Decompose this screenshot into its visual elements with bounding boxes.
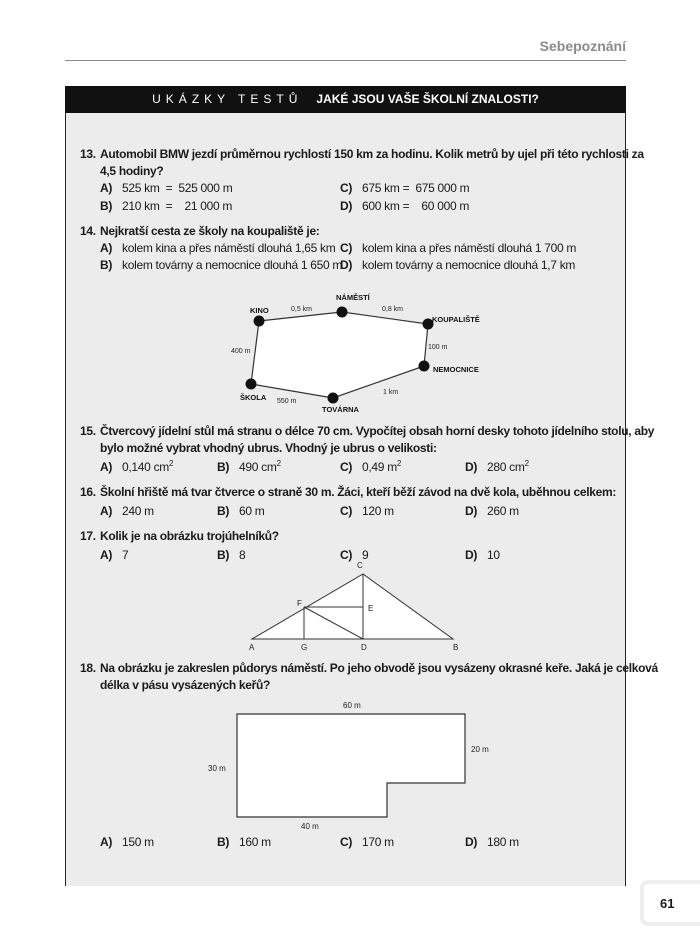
option-letter: B)	[217, 835, 230, 849]
option-text: 280 cm	[487, 460, 525, 474]
option-letter: C)	[340, 504, 353, 518]
distance-label: 400 m	[231, 348, 251, 355]
option-letter: D)	[465, 504, 478, 518]
option-text: kolem kina a přes náměstí dlouhá 1 700 m	[362, 241, 577, 255]
option-text: 525 km = 525 000 m	[122, 181, 233, 195]
section-title: Sebepoznání	[539, 38, 626, 54]
option-letter: A)	[100, 548, 113, 562]
question-14-number: 14.	[80, 224, 96, 238]
option-letter: D)	[465, 460, 478, 474]
option-letter: C)	[340, 548, 353, 562]
option-text: 8	[239, 548, 246, 562]
option-letter: B)	[217, 460, 230, 474]
point-label: D	[361, 643, 367, 652]
option-text: 7	[122, 548, 129, 562]
question-15-text-2: bylo možné vybrat vhodný ubrus. Vhodný je ubrus o velikosti:	[100, 441, 437, 455]
option-letter: B)	[100, 199, 113, 213]
question-16-text: Školní hřiště má tvar čtverce o straně 30 m. Žáci, kteří běží závod na dvě kola, uběhnou celkem:	[100, 485, 617, 499]
option-letter: C)	[340, 460, 353, 474]
page-number-tab	[640, 880, 700, 926]
option-letter: D)	[340, 258, 353, 272]
option-18c[interactable]	[340, 835, 394, 849]
place-label: KOUPALIŠTĚ	[432, 315, 480, 324]
place-label: NEMOCNICE	[433, 365, 479, 374]
superscript: 2	[276, 459, 281, 468]
option-text: 490 cm	[239, 460, 277, 474]
option-letter: C)	[340, 181, 353, 195]
option-text: 150 m	[122, 835, 154, 849]
option-text: 160 m	[239, 835, 271, 849]
option-letter: B)	[100, 258, 113, 272]
question-14-text: Nejkratší cesta ze školy na koupaliště je:	[100, 224, 320, 238]
option-text: 260 m	[487, 504, 519, 518]
point-label: E	[368, 604, 374, 613]
option-letter: D)	[340, 199, 353, 213]
banner-kicker: UKÁZKY TESTŮ	[152, 92, 303, 106]
place-label: ŠKOLA	[240, 393, 267, 402]
dimension-label: 30 m	[208, 764, 226, 773]
question-18-number: 18.	[80, 661, 96, 675]
option-letter: D)	[465, 548, 478, 562]
point-label: G	[301, 643, 308, 652]
option-text: kolem kina a přes náměstí dlouhá 1,65 km	[122, 241, 336, 255]
option-letter: B)	[217, 548, 230, 562]
distance-label: 100 m	[428, 344, 448, 351]
question-18-text-2: délka v pásu vysázených keřů?	[100, 678, 271, 692]
point-label: C	[357, 561, 363, 570]
question-17-number: 17.	[80, 529, 96, 543]
option-letter: B)	[217, 504, 230, 518]
point-label: B	[453, 643, 459, 652]
option-text: 240 m	[122, 504, 154, 518]
option-text: kolem továrny a nemocnice dlouhá 1 650 m	[122, 258, 343, 272]
distance-label: 0,8 km	[382, 306, 404, 313]
question-13-number: 13.	[80, 147, 96, 161]
option-letter: C)	[340, 241, 353, 255]
option-text: 120 m	[362, 504, 394, 518]
option-18d[interactable]	[465, 835, 519, 849]
option-18b[interactable]	[217, 835, 271, 849]
option-18a[interactable]	[100, 835, 154, 849]
dimension-label: 20 m	[471, 745, 489, 754]
distance-label: 0,5 km	[291, 306, 313, 313]
distance-label: 550 m	[277, 398, 297, 405]
superscript: 2	[396, 459, 402, 468]
floor-plan-outline	[237, 714, 465, 817]
question-16-number: 16.	[80, 485, 96, 499]
option-text: 170 m	[362, 835, 394, 849]
superscript: 2	[524, 459, 529, 468]
dimension-label: 60 m	[343, 701, 361, 710]
option-text: 210 km = 21 000 m	[122, 199, 233, 213]
question-17-text: Kolik je na obrázku trojúhelníků?	[100, 529, 279, 543]
option-letter: A)	[100, 241, 113, 255]
superscript: 2	[168, 459, 174, 468]
option-letter: C)	[340, 835, 353, 849]
place-label: NÁMĚSTÍ	[336, 293, 370, 302]
distance-label: 1 km	[383, 389, 399, 396]
question-18-text: Na obrázku je zakreslen půdorys náměstí. Po jeho obvodě jsou vysázeny okrasné keře. Jaká je celková	[100, 661, 658, 675]
point-label: A	[249, 643, 255, 652]
question-13-text-2: 4,5 hodiny?	[100, 164, 164, 178]
option-text: 180 m	[487, 835, 519, 849]
option-letter: A)	[100, 460, 113, 474]
question-15-number: 15.	[80, 424, 96, 438]
place-label: TOVÁRNA	[322, 405, 359, 414]
banner-title: JAKÉ JSOU VAŠE ŠKOLNÍ ZNALOSTI?	[316, 92, 539, 106]
option-letter: D)	[465, 835, 478, 849]
option-text: 9	[362, 548, 369, 562]
place-label: KINO	[250, 306, 269, 315]
option-text: 60 m	[239, 504, 265, 518]
dimension-label: 40 m	[301, 822, 319, 831]
option-letter: A)	[100, 835, 113, 849]
question-13-text: Automobil BMW jezdí průměrnou rychlostí 150 km za hodinu. Kolik metrů by ujel při této rychlosti za	[100, 147, 644, 161]
option-letter: A)	[100, 181, 113, 195]
option-text: 10	[487, 548, 500, 562]
option-text: 675 km = 675 000 m	[362, 181, 470, 195]
option-letter: A)	[100, 504, 113, 518]
page-number: 61	[660, 896, 675, 911]
point-label: F	[297, 599, 302, 608]
option-text: kolem továrny a nemocnice dlouhá 1,7 km	[362, 258, 576, 272]
option-text: 600 km = 60 000 m	[362, 199, 470, 213]
option-text: 0,49 m	[362, 460, 397, 474]
question-15-text: Čtvercový jídelní stůl má stranu o délce 70 cm. Vypočítej obsah horní desky tohoto jídelního stolu, aby	[100, 424, 655, 438]
option-text: 0,140 cm	[122, 460, 169, 474]
